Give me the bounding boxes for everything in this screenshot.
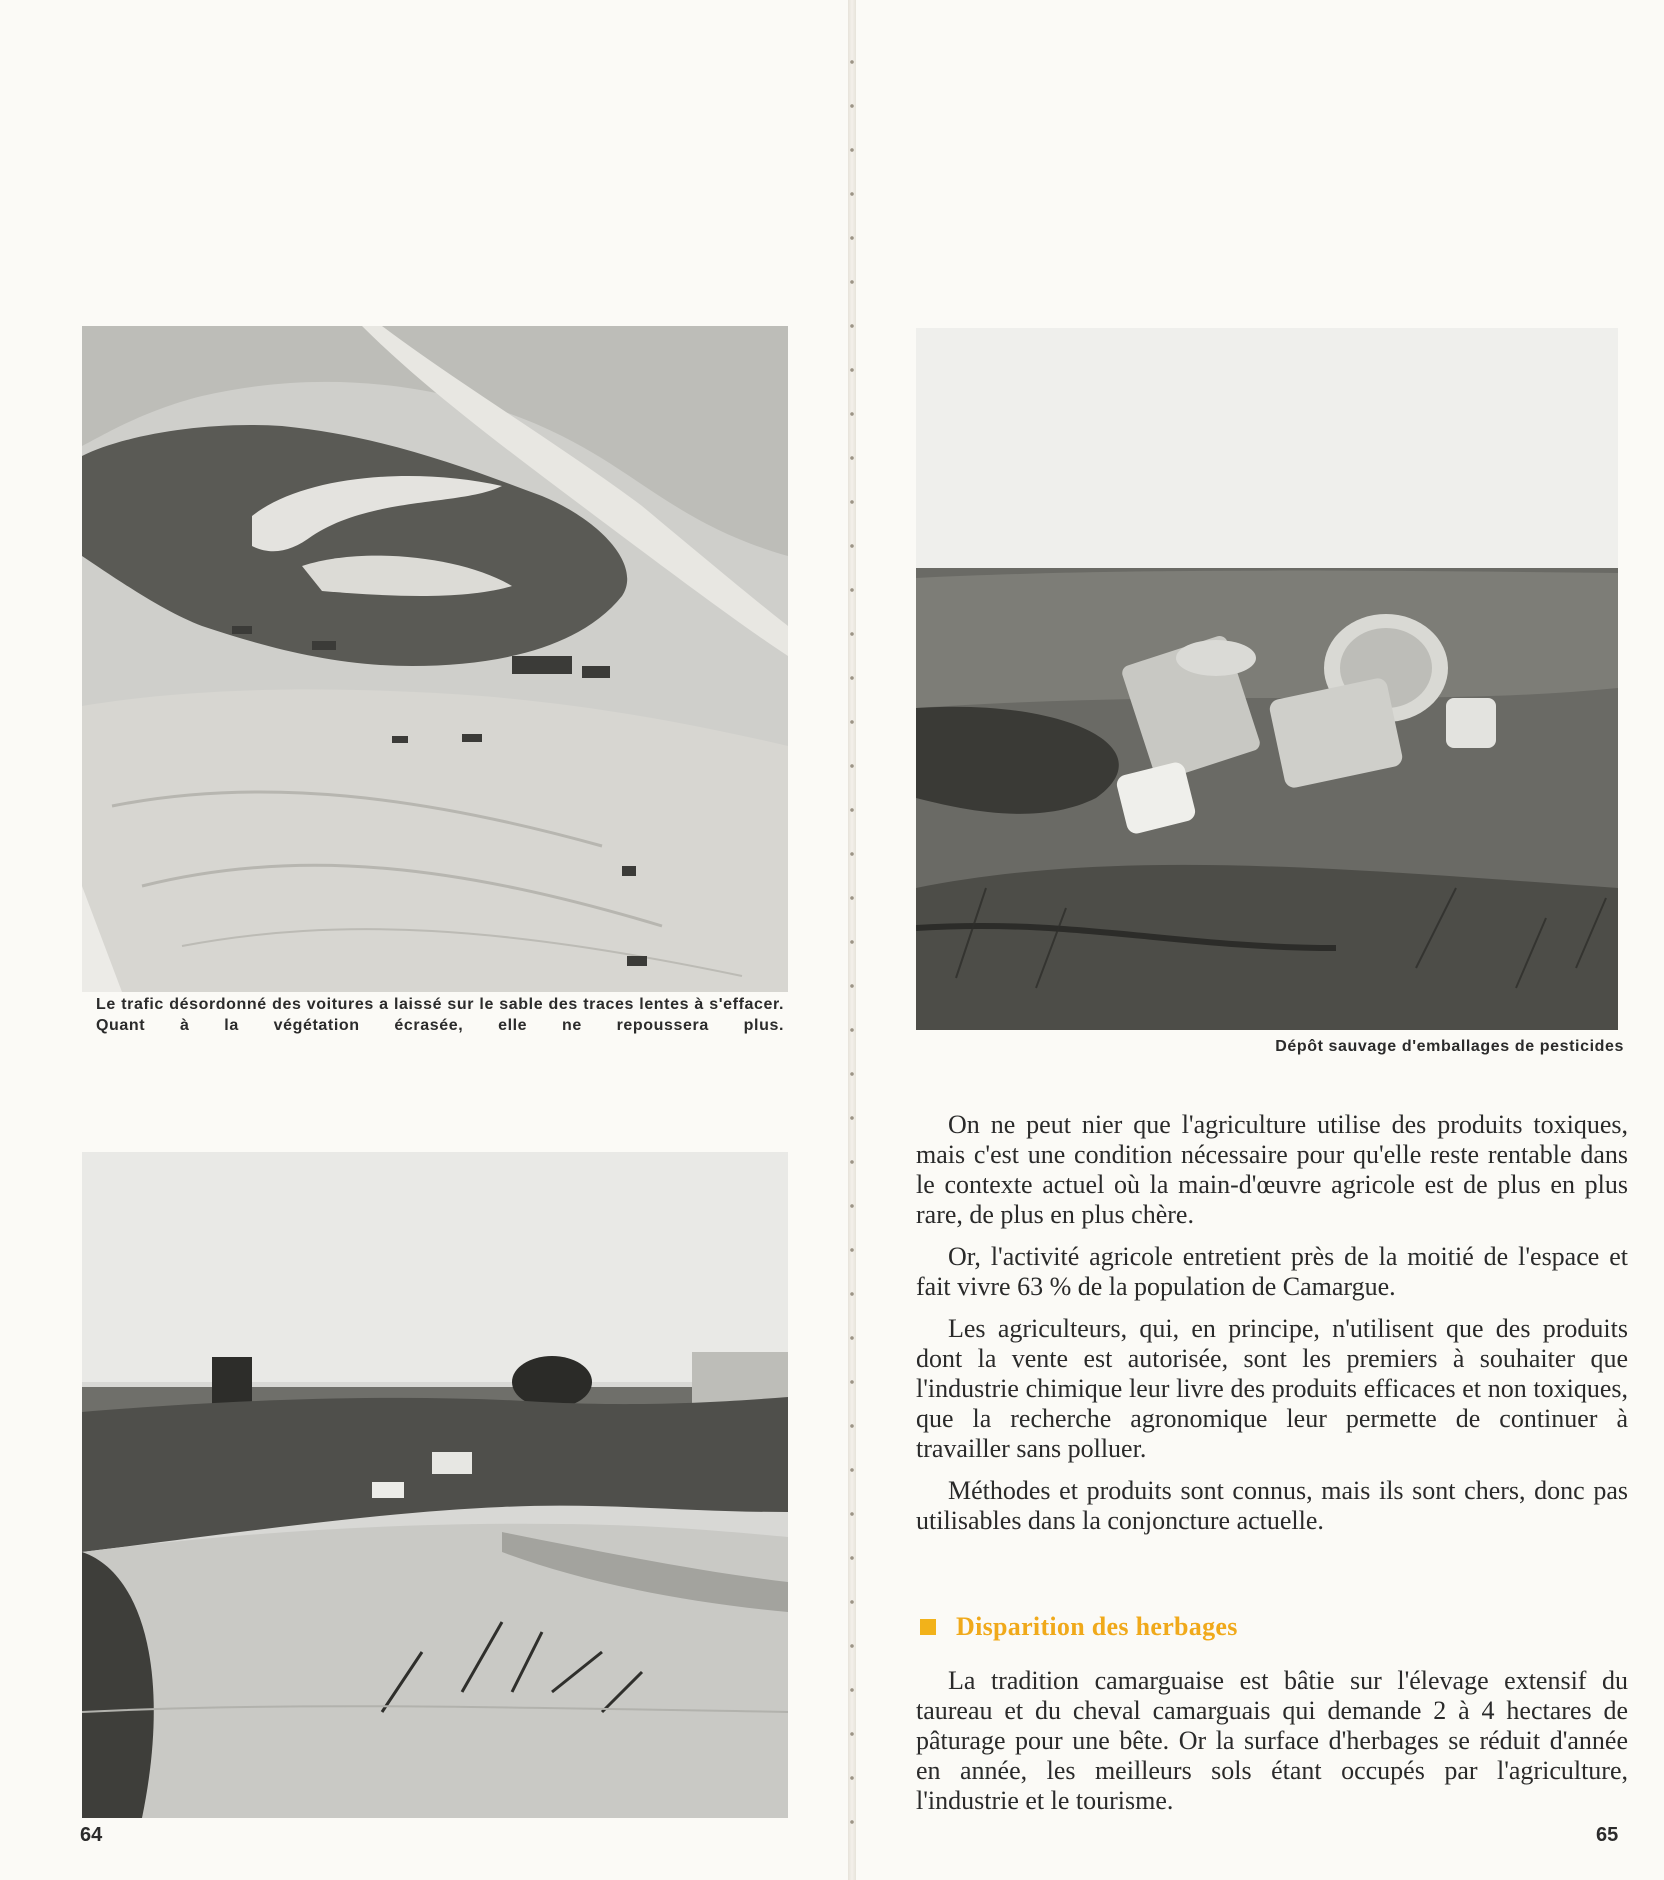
pesticide-containers-photo	[916, 328, 1618, 1030]
aerial-photo-caption: Le trafic désordonné des voitures a laissé sur le sable des traces lentes à s'effacer. Quant à la végétation écrasée, elle ne repoussera plus.	[96, 996, 784, 1034]
pond-debris-photo	[82, 1152, 788, 1818]
page-number-left: 64	[80, 1824, 103, 1846]
section-paragraph: La tradition camarguaise est bâtie sur l'élevage extensif du taureau et du cheval camarguais qui demande 2 à 4 hectares de pâturage pour une bête. Or la surface d'herbages se réduit d'année en année, les meilleurs sols étant occupés par l'agriculture, l'industrie et le tourisme.	[916, 1666, 1628, 1815]
section-heading	[920, 1612, 1238, 1642]
section-body	[916, 1666, 1628, 1828]
body-text	[916, 1110, 1628, 1548]
page-number-right: 65	[1596, 1824, 1619, 1846]
square-bullet-icon	[920, 1619, 936, 1635]
section-heading-text: Disparition des herbages	[956, 1612, 1238, 1641]
paragraph-4: Méthodes et produits sont connus, mais ils sont chers, donc pas utilisables dans la conjoncture actuelle.	[916, 1476, 1628, 1535]
pesticide-photo-caption: Dépôt sauvage d'emballages de pesticides	[1275, 1038, 1624, 1055]
binding-holes	[849, 40, 855, 1860]
paragraph-2: Or, l'activité agricole entretient près de la moitié de l'espace et fait vivre 63 % de la population de Camargue.	[916, 1242, 1628, 1301]
paragraph-1: On ne peut nier que l'agriculture utilise des produits toxiques, mais c'est une condition nécessaire pour qu'elle reste rentable dans le contexte actuel où la main-d'œuvre agricole est de plus en plus rare, de plus en plus chère.	[916, 1110, 1628, 1229]
paragraph-3: Les agriculteurs, qui, en principe, n'utilisent que des produits dont la vente est autorisée, sont les premiers à souhaiter que l'industrie chimique leur livre des produits efficaces et non toxiques, que la recherche agronomique leur permette de continuer à travailler sans polluer.	[916, 1314, 1628, 1463]
aerial-sand-photo	[82, 326, 788, 992]
